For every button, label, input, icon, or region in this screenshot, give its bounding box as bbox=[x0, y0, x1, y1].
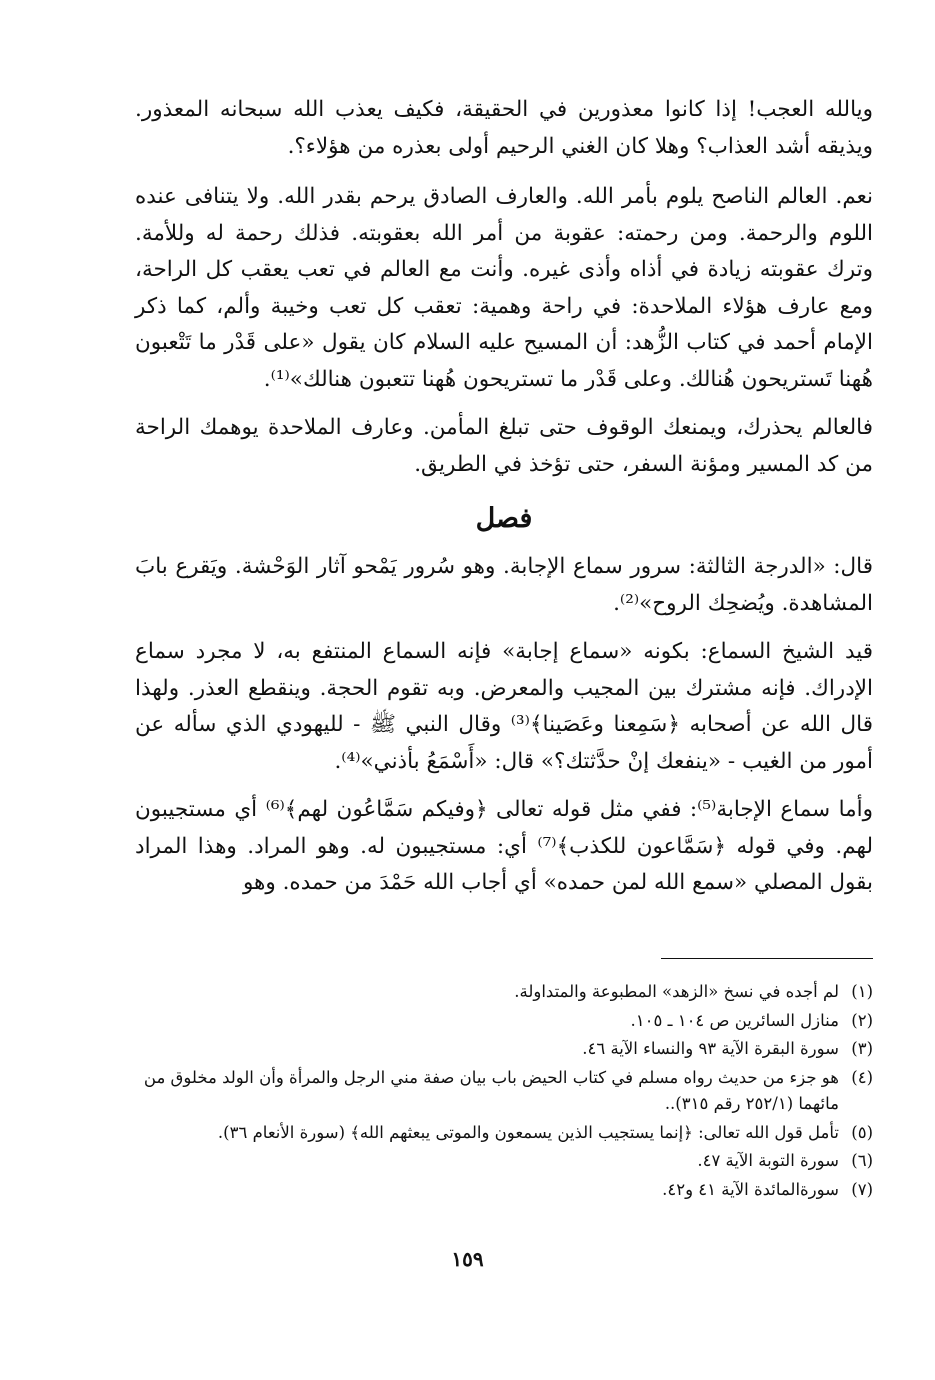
body-paragraph: فالعالم يحذرك، ويمنعك الوقوف حتى تبلغ المأمن. وعارف الملاحدة يوهمك الراحة من كد المسير ومؤنة السفر، حتى تؤخذ في الطريق. bbox=[135, 415, 873, 477]
page-number: ١٥٩ bbox=[451, 1247, 484, 1271]
footnote-number: (٣) bbox=[851, 1039, 873, 1058]
footnote-text: سورةالمائدة الآية ٤١ و٤٢. bbox=[662, 1179, 839, 1199]
footnote-number: (٧) bbox=[851, 1179, 873, 1199]
footnote-divider bbox=[661, 958, 873, 959]
body-paragraph: قال: «الدرجة الثالثة: سرور سماع الإجابة. وهو سُرور يَمْحو آثار الوَحْشة. ويَقرع بابَ المشاهدة. ويُضحِك الروح»⁽²⁾. bbox=[135, 554, 873, 616]
footnote bbox=[135, 1065, 873, 1118]
footnote-text: هو جزء من حديث رواه مسلم في كتاب الحيض باب بيان صفة مني الرجل والمرأة وأن الولد مخلوق من مائهما (٢٥٢/١ رقم ٣١٥).. bbox=[143, 1067, 839, 1113]
footnote bbox=[135, 1177, 873, 1204]
footnote-text: سورة البقرة الآية ٩٣ والنساء الآية ٤٦. bbox=[582, 1039, 839, 1058]
body-paragraph: ويالله العجب! إذا كانوا معذورين في الحقيقة، فكيف يعذب الله سبحانه المعذور. ويذيقه أشد العذاب؟ وهلا كان الغني الرحيم أولى بعذره من هؤلاء؟. bbox=[135, 97, 873, 159]
footnote-number: (٢) bbox=[851, 1010, 873, 1030]
body-paragraph: وأما سماع الإجابة⁽⁵⁾: ففي مثل قوله تعالى ﴿وفيكم سَمَّاعُون لهم﴾⁽⁶⁾ أي مستجيبون لهم. وفي قوله ﴿سَمَّاعون للكذب﴾⁽⁷⁾ أي: مستجيبون له. وهو المراد. وهذا المراد بقول المصلي «سمع الله لمن حمده» أي أجاب الله حَمْدَ من حمده. وهو bbox=[135, 797, 873, 895]
footnote-text: منازل السائرين ص ١٠٤ ـ ١٠٥. bbox=[630, 1010, 839, 1030]
footnote bbox=[135, 1120, 873, 1147]
footnote-text: سورة التوبة الآية ٤٧. bbox=[697, 1151, 839, 1170]
footnote bbox=[135, 1036, 873, 1063]
footnote-number: (٦) bbox=[851, 1151, 873, 1170]
footnote-number: (١) bbox=[851, 982, 873, 1001]
section-heading: فصل bbox=[475, 503, 533, 534]
footnote-number: (٤) bbox=[851, 1067, 873, 1087]
body-paragraph: قيد الشيخ السماع: بكونه «سماع إجابة» فإنه السماع المنتفع به، لا مجرد سماع الإدراك. فإنه مشترك بين المجيب والمعرض. وبه تقوم الحجة. وينقطع العذر. ولهذا قال الله عن أصحابه ﴿سَمِعنا وعَصَينا﴾⁽³⁾ وقال النبي ﷺ - لليهودي الذي سأله عن أمور من الغيب - «ينفعك إنْ حدَّثتك؟» قال: «أَسْمَعُ بأذني»⁽⁴⁾. bbox=[135, 639, 874, 774]
footnote-text: لم أجده في نسخ «الزهد» المطبوعة والمتداولة. bbox=[514, 982, 839, 1001]
footnote bbox=[135, 1008, 873, 1035]
footnote bbox=[135, 979, 873, 1006]
footnote bbox=[135, 1148, 873, 1175]
footnotes bbox=[135, 979, 873, 1205]
footnote-number: (٥) bbox=[851, 1122, 873, 1142]
body-paragraph: نعم. العالم الناصح يلوم بأمر الله. والعارف الصادق يرحم بقدر الله. ولا يتنافى عنده اللوم والرحمة. ومن رحمته: عقوبة من أمر الله بعقوبته. فذلك رحمة له وللأمة. وترك عقوبته زيادة في أذاه وأذى غيره. وأنت مع العالم في تعب يعقب كل الراحة، ومع عارف هؤلاء الملاحدة: في راحة وهمية: تعقب كل تعب وخيبة وألم، كما ذكر الإمام أحمد في كتاب الزُّهد: أن المسيح عليه السلام كان يقول «على قَدْر ما تَتْعبون هُهنا تَستريحون هُنالك. وعلى قَدْر ما تستريحون هُهنا تتعبون هنالك»⁽¹⁾. bbox=[135, 184, 873, 392]
footnote-text: تأمل قول الله تعالى: ﴿إنما يستجيب الذين يسمعون والموتى يبعثهم الله﴾ (سورة الأنعام ٣٦). bbox=[217, 1122, 839, 1142]
